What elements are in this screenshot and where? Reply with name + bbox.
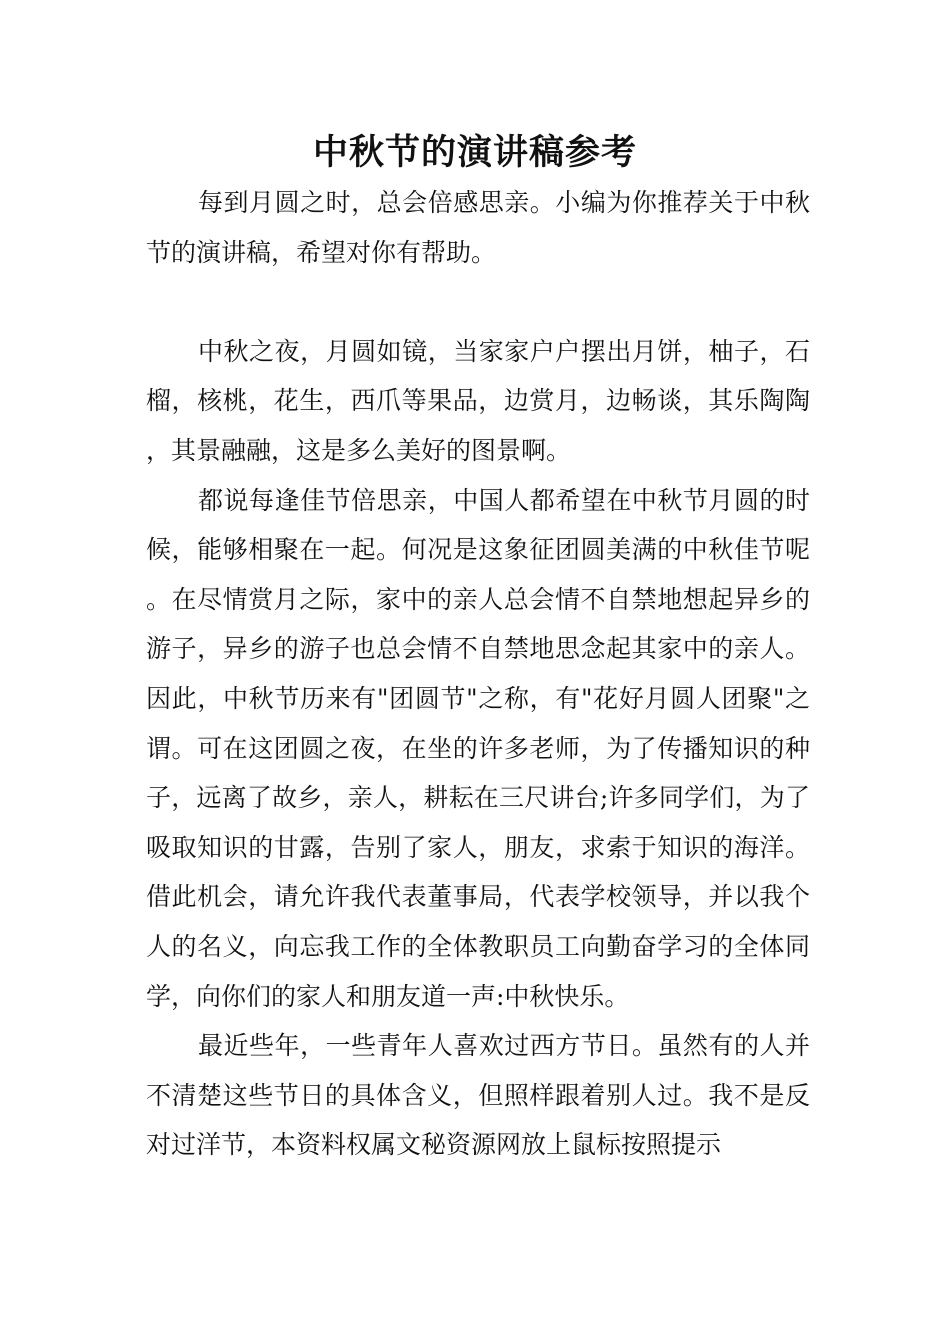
paragraph-moon-night: 中秋之夜，月圆如镜，当家家户户摆出月饼，柚子，石榴，核桃，花生，西爪等果品，边赏月，边畅谈，其乐陶陶，其景融融，这是多么美好的图景啊。 — [146, 336, 810, 465]
paragraph-intro: 每到月圆之时，总会倍感思亲。小编为你推荐关于中秋节的演讲稿，希望对你有帮助。 — [146, 188, 810, 267]
paragraph-western-holidays: 最近些年，一些青年人喜欢过西方节日。虽然有的人并不清楚这些节日的具体含义，但照样跟着别人过。我不是反对过洋节，本资料权属文秘资源网放上鼠标按照提示 — [146, 1031, 810, 1160]
paragraph-reunion: 都说每逢佳节倍思亲，中国人都希望在中秋节月圆的时候，能够相聚在一起。何况是这象征团圆美满的中秋佳节呢。在尽情赏月之际，家中的亲人总会情不自禁地想起异乡的游子，异乡的游子也总会情不自禁地思念起其家中的亲人。因此，中秋节历来有"团圆节"之称，有"花好月圆人团聚"之谓。可在这团圆之夜，在坐的许多老师，为了传播知识的种子，远离了故乡，亲人，耕耘在三尺讲台;许多同学们，为了吸取知识的甘露，告别了家人，朋友，求索于知识的海洋。借此机会，请允许我代表董事局，代表学校领导，并以我个人的名义，向忘我工作的全体教职员工向勤奋学习的全体同学，向你们的家人和朋友道一声:中秋快乐。 — [146, 485, 810, 1011]
document-title: 中秋节的演讲稿参考 — [312, 132, 637, 173]
document-body — [146, 178, 810, 1170]
